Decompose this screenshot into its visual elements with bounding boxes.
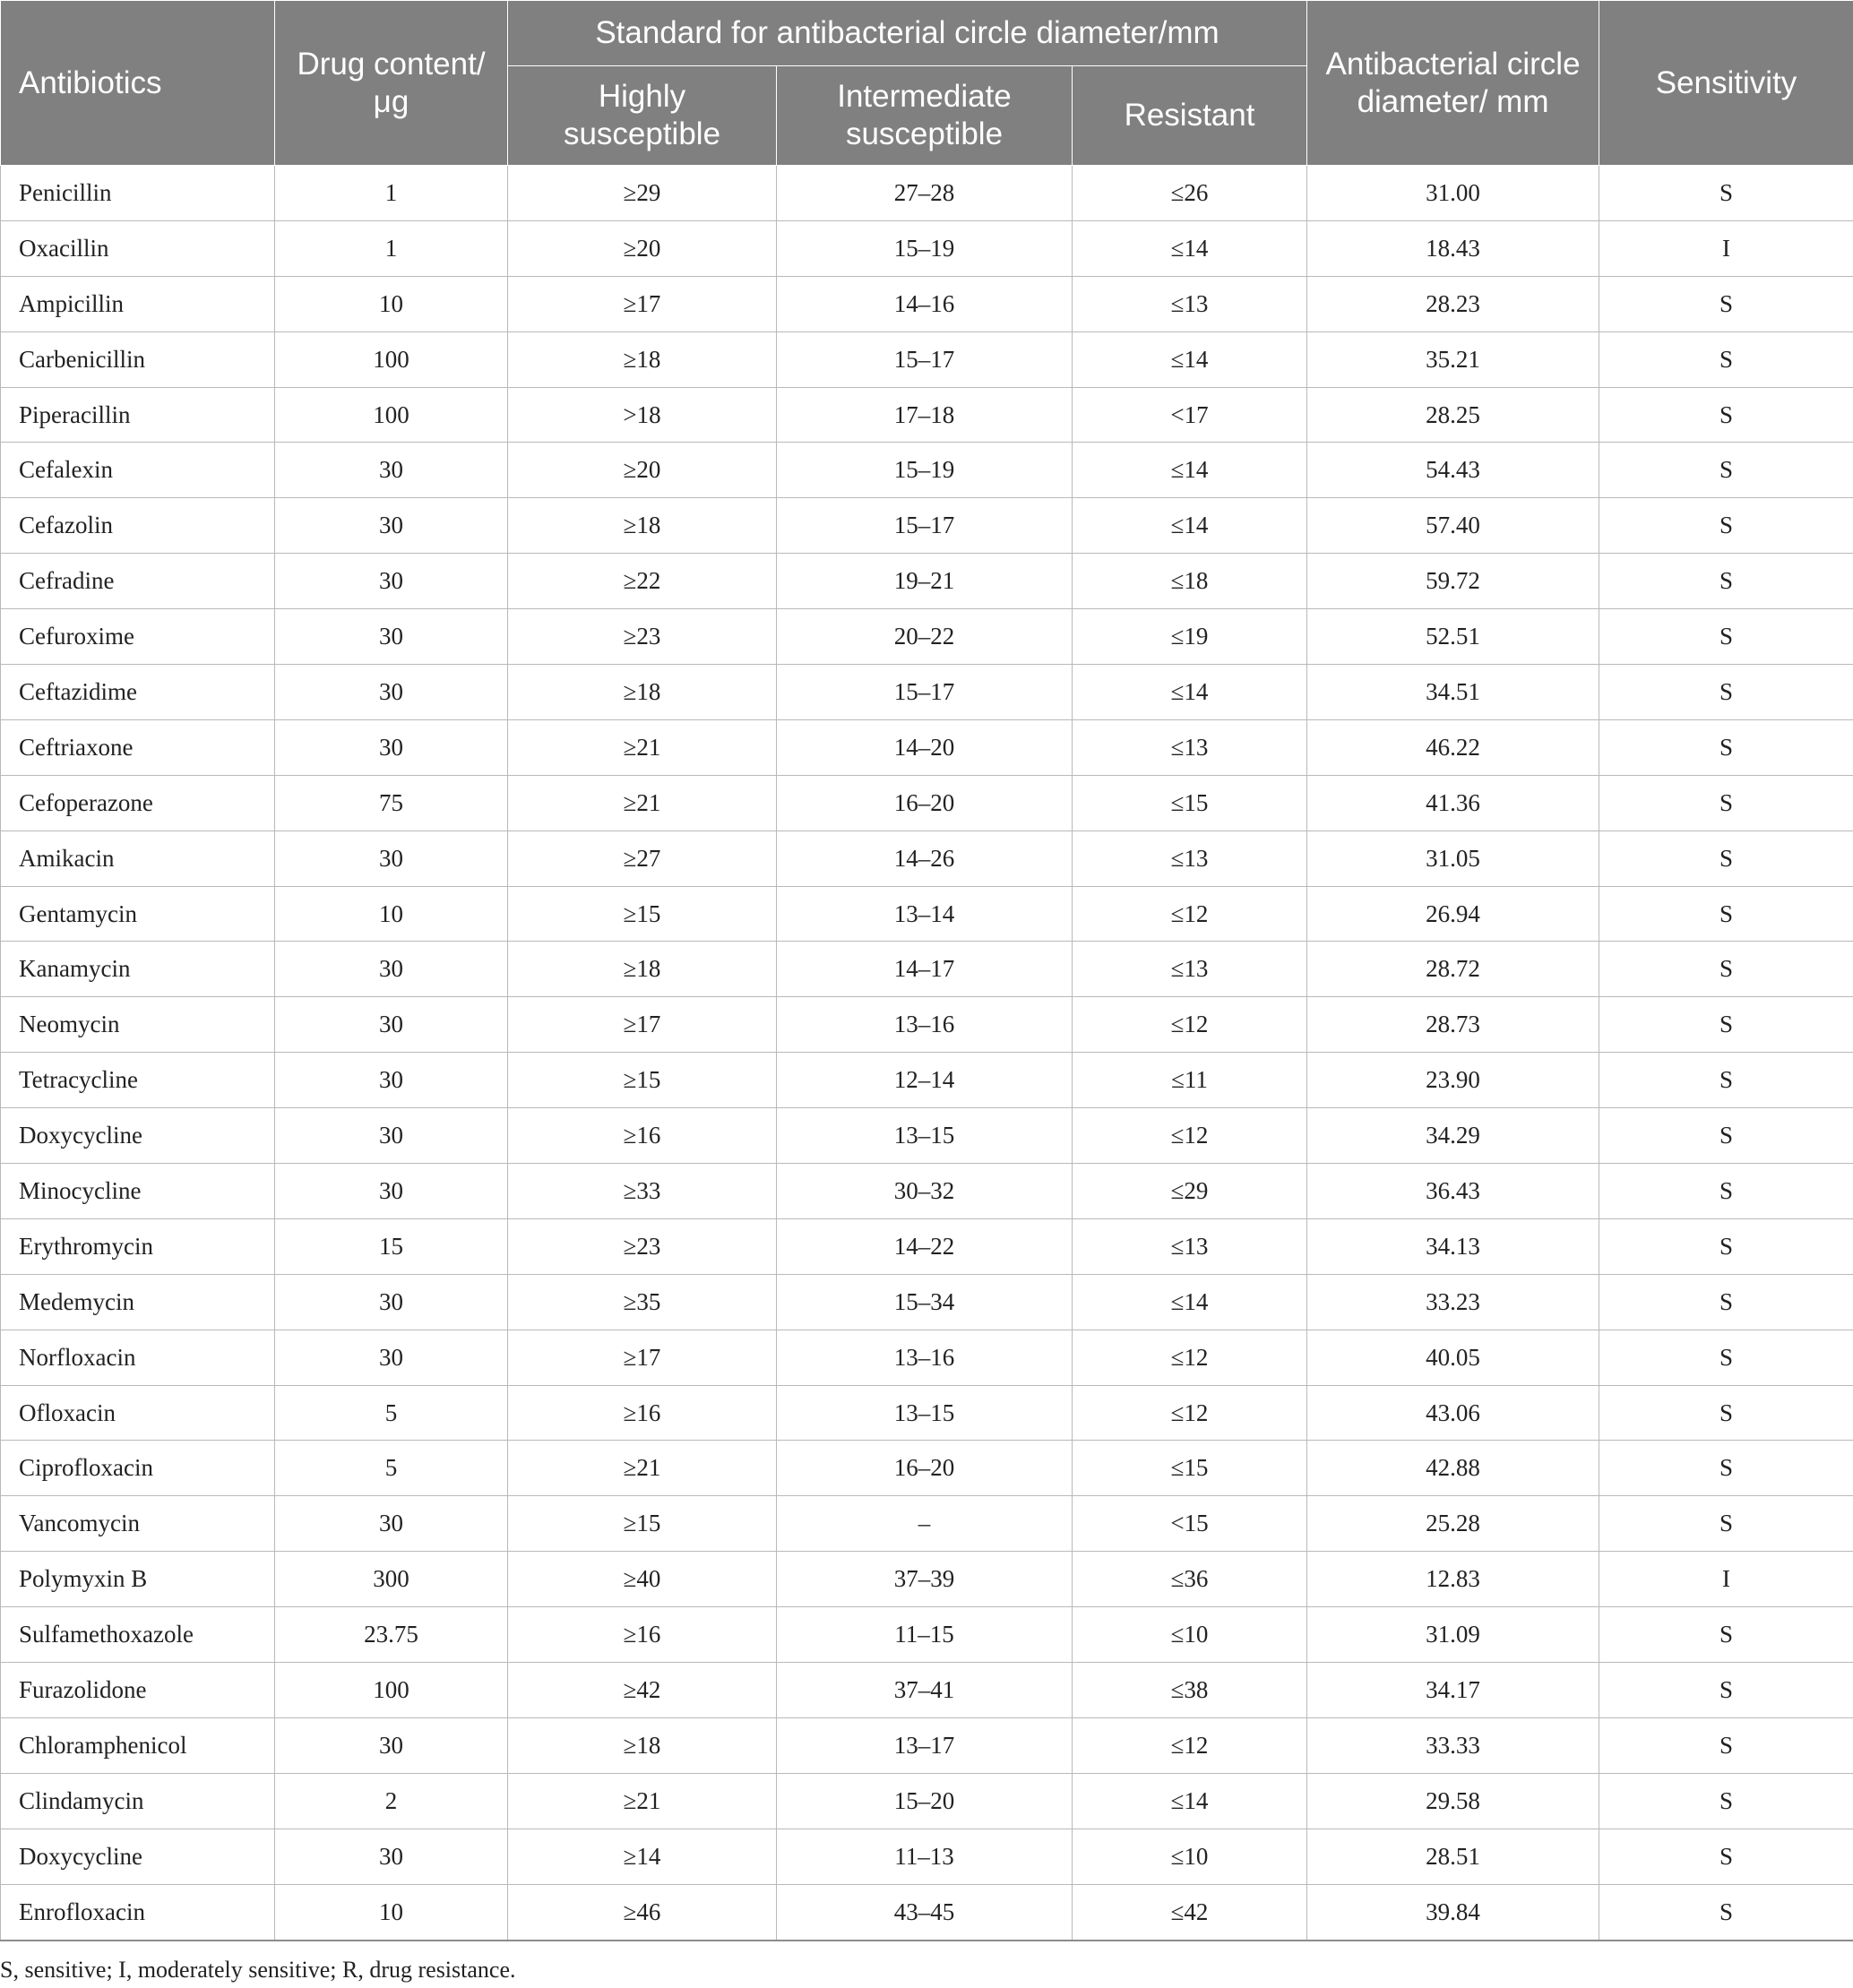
cell-circle-diameter: 59.72: [1307, 554, 1599, 609]
cell-highly-susceptible: ≥35: [508, 1274, 777, 1330]
cell-resistant: ≤14: [1073, 443, 1307, 498]
cell-intermediate-susceptible: –: [777, 1496, 1073, 1552]
cell-sensitivity: S: [1599, 942, 1853, 997]
table-row: [1, 443, 1853, 498]
table-row: [1, 1552, 1853, 1607]
cell-antibiotic: Carbenicillin: [1, 331, 275, 387]
cell-intermediate-susceptible: 15–20: [777, 1773, 1073, 1829]
cell-antibiotic: Ciprofloxacin: [1, 1441, 275, 1496]
cell-resistant: ≤14: [1073, 220, 1307, 276]
cell-antibiotic: Gentamycin: [1, 886, 275, 942]
cell-intermediate-susceptible: 14–20: [777, 719, 1073, 775]
cell-circle-diameter: 12.83: [1307, 1552, 1599, 1607]
table-row: [1, 220, 1853, 276]
cell-drug-content: 300: [275, 1552, 508, 1607]
cell-circle-diameter: 36.43: [1307, 1164, 1599, 1219]
cell-drug-content: 10: [275, 886, 508, 942]
cell-antibiotic: Ampicillin: [1, 276, 275, 331]
cell-resistant: ≤19: [1073, 609, 1307, 665]
cell-drug-content: 5: [275, 1385, 508, 1441]
table-row: [1, 498, 1853, 554]
cell-intermediate-susceptible: 17–18: [777, 387, 1073, 443]
table-row: [1, 1717, 1853, 1773]
table-row: [1, 1053, 1853, 1108]
cell-resistant: ≤15: [1073, 1441, 1307, 1496]
cell-drug-content: 30: [275, 1717, 508, 1773]
cell-highly-susceptible: ≥17: [508, 997, 777, 1053]
cell-intermediate-susceptible: 15–17: [777, 331, 1073, 387]
cell-antibiotic: Cefoperazone: [1, 775, 275, 830]
table-row: [1, 719, 1853, 775]
table-row: [1, 775, 1853, 830]
cell-antibiotic: Sulfamethoxazole: [1, 1607, 275, 1663]
cell-sensitivity: S: [1599, 1164, 1853, 1219]
cell-circle-diameter: 18.43: [1307, 220, 1599, 276]
cell-antibiotic: Kanamycin: [1, 942, 275, 997]
cell-sensitivity: S: [1599, 498, 1853, 554]
cell-drug-content: 30: [275, 719, 508, 775]
cell-intermediate-susceptible: 11–15: [777, 1607, 1073, 1663]
cell-highly-susceptible: ≥17: [508, 276, 777, 331]
cell-highly-susceptible: ≥20: [508, 220, 777, 276]
cell-sensitivity: S: [1599, 1218, 1853, 1274]
cell-resistant: ≤10: [1073, 1607, 1307, 1663]
cell-intermediate-susceptible: 15–17: [777, 665, 1073, 720]
cell-circle-diameter: 57.40: [1307, 498, 1599, 554]
cell-drug-content: 100: [275, 387, 508, 443]
cell-drug-content: 1: [275, 166, 508, 221]
cell-sensitivity: S: [1599, 775, 1853, 830]
cell-circle-diameter: 28.72: [1307, 942, 1599, 997]
cell-highly-susceptible: ≥46: [508, 1884, 777, 1940]
cell-drug-content: 30: [275, 1053, 508, 1108]
cell-circle-diameter: 28.23: [1307, 276, 1599, 331]
table-row: [1, 1663, 1853, 1718]
cell-sensitivity: S: [1599, 886, 1853, 942]
cell-highly-susceptible: ≥16: [508, 1385, 777, 1441]
cell-antibiotic: Ceftriaxone: [1, 719, 275, 775]
cell-intermediate-susceptible: 15–17: [777, 498, 1073, 554]
cell-sensitivity: S: [1599, 1607, 1853, 1663]
cell-circle-diameter: 31.05: [1307, 830, 1599, 886]
cell-antibiotic: Cefradine: [1, 554, 275, 609]
cell-circle-diameter: 29.58: [1307, 1773, 1599, 1829]
cell-circle-diameter: 35.21: [1307, 331, 1599, 387]
cell-sensitivity: S: [1599, 1108, 1853, 1164]
cell-highly-susceptible: ≥21: [508, 775, 777, 830]
cell-circle-diameter: 25.28: [1307, 1496, 1599, 1552]
cell-resistant: ≤29: [1073, 1164, 1307, 1219]
cell-antibiotic: Norfloxacin: [1, 1330, 275, 1385]
header-standard-group: Standard for antibacterial circle diameter/mm: [508, 1, 1307, 66]
cell-highly-susceptible: ≥18: [508, 1717, 777, 1773]
cell-resistant: <15: [1073, 1496, 1307, 1552]
table-row: [1, 830, 1853, 886]
cell-circle-diameter: 26.94: [1307, 886, 1599, 942]
cell-intermediate-susceptible: 27–28: [777, 166, 1073, 221]
cell-resistant: ≤13: [1073, 1218, 1307, 1274]
table-header: [1, 1, 1853, 166]
cell-highly-susceptible: ≥17: [508, 1330, 777, 1385]
cell-intermediate-susceptible: 37–39: [777, 1552, 1073, 1607]
table-row: [1, 1274, 1853, 1330]
cell-resistant: ≤15: [1073, 775, 1307, 830]
cell-drug-content: 30: [275, 1496, 508, 1552]
cell-resistant: ≤13: [1073, 276, 1307, 331]
cell-antibiotic: Ofloxacin: [1, 1385, 275, 1441]
cell-highly-susceptible: ≥15: [508, 1053, 777, 1108]
cell-sensitivity: S: [1599, 665, 1853, 720]
cell-sensitivity: S: [1599, 1496, 1853, 1552]
cell-highly-susceptible: ≥21: [508, 719, 777, 775]
table-row: [1, 331, 1853, 387]
cell-resistant: ≤13: [1073, 830, 1307, 886]
cell-resistant: ≤12: [1073, 997, 1307, 1053]
cell-resistant: ≤38: [1073, 1663, 1307, 1718]
cell-circle-diameter: 33.23: [1307, 1274, 1599, 1330]
table-row: [1, 1496, 1853, 1552]
cell-antibiotic: Minocycline: [1, 1164, 275, 1219]
cell-sensitivity: S: [1599, 443, 1853, 498]
cell-drug-content: 30: [275, 609, 508, 665]
cell-drug-content: 100: [275, 1663, 508, 1718]
cell-circle-diameter: 34.17: [1307, 1663, 1599, 1718]
cell-resistant: ≤12: [1073, 1717, 1307, 1773]
cell-circle-diameter: 28.25: [1307, 387, 1599, 443]
cell-antibiotic: Polymyxin B: [1, 1552, 275, 1607]
table-row: [1, 1385, 1853, 1441]
cell-intermediate-susceptible: 14–16: [777, 276, 1073, 331]
cell-drug-content: 30: [275, 997, 508, 1053]
cell-drug-content: 2: [275, 1773, 508, 1829]
table-row: [1, 554, 1853, 609]
cell-intermediate-susceptible: 16–20: [777, 775, 1073, 830]
table-row: [1, 886, 1853, 942]
cell-antibiotic: Piperacillin: [1, 387, 275, 443]
cell-highly-susceptible: ≥15: [508, 886, 777, 942]
cell-drug-content: 30: [275, 1330, 508, 1385]
cell-sensitivity: S: [1599, 1663, 1853, 1718]
table-row: [1, 942, 1853, 997]
cell-resistant: ≤14: [1073, 1773, 1307, 1829]
cell-resistant: ≤12: [1073, 1330, 1307, 1385]
cell-antibiotic: Neomycin: [1, 997, 275, 1053]
cell-circle-diameter: 43.06: [1307, 1385, 1599, 1441]
cell-circle-diameter: 28.73: [1307, 997, 1599, 1053]
header-drug-content: Drug content/μg: [275, 1, 508, 166]
cell-resistant: ≤13: [1073, 942, 1307, 997]
table-row: [1, 609, 1853, 665]
cell-intermediate-susceptible: 43–45: [777, 1884, 1073, 1940]
cell-intermediate-susceptible: 13–15: [777, 1385, 1073, 1441]
cell-sensitivity: S: [1599, 1773, 1853, 1829]
cell-sensitivity: S: [1599, 719, 1853, 775]
cell-intermediate-susceptible: 30–32: [777, 1164, 1073, 1219]
cell-highly-susceptible: ≥14: [508, 1829, 777, 1884]
table-row: [1, 1441, 1853, 1496]
cell-circle-diameter: 46.22: [1307, 719, 1599, 775]
cell-sensitivity: S: [1599, 1829, 1853, 1884]
cell-drug-content: 30: [275, 830, 508, 886]
cell-antibiotic: Oxacillin: [1, 220, 275, 276]
cell-resistant: ≤14: [1073, 1274, 1307, 1330]
table-row: [1, 1330, 1853, 1385]
cell-antibiotic: Tetracycline: [1, 1053, 275, 1108]
cell-circle-diameter: 40.05: [1307, 1330, 1599, 1385]
cell-highly-susceptible: ≥16: [508, 1607, 777, 1663]
cell-intermediate-susceptible: 12–14: [777, 1053, 1073, 1108]
cell-resistant: ≤12: [1073, 886, 1307, 942]
cell-antibiotic: Medemycin: [1, 1274, 275, 1330]
cell-antibiotic: Penicillin: [1, 166, 275, 221]
cell-resistant: ≤13: [1073, 719, 1307, 775]
cell-intermediate-susceptible: 14–22: [777, 1218, 1073, 1274]
cell-intermediate-susceptible: 11–13: [777, 1829, 1073, 1884]
cell-intermediate-susceptible: 20–22: [777, 609, 1073, 665]
table-row: [1, 665, 1853, 720]
cell-drug-content: 30: [275, 554, 508, 609]
table-row: [1, 997, 1853, 1053]
cell-sensitivity: S: [1599, 1717, 1853, 1773]
cell-intermediate-susceptible: 13–15: [777, 1108, 1073, 1164]
cell-highly-susceptible: ≥22: [508, 554, 777, 609]
cell-sensitivity: S: [1599, 166, 1853, 221]
cell-drug-content: 30: [275, 443, 508, 498]
cell-highly-susceptible: ≥18: [508, 331, 777, 387]
cell-intermediate-susceptible: 19–21: [777, 554, 1073, 609]
cell-circle-diameter: 34.13: [1307, 1218, 1599, 1274]
cell-circle-diameter: 39.84: [1307, 1884, 1599, 1940]
cell-drug-content: 15: [275, 1218, 508, 1274]
cell-highly-susceptible: ≥21: [508, 1441, 777, 1496]
cell-drug-content: 30: [275, 1164, 508, 1219]
cell-antibiotic: Furazolidone: [1, 1663, 275, 1718]
cell-sensitivity: S: [1599, 331, 1853, 387]
cell-sensitivity: S: [1599, 276, 1853, 331]
table-row: [1, 276, 1853, 331]
cell-circle-diameter: 28.51: [1307, 1829, 1599, 1884]
cell-circle-diameter: 33.33: [1307, 1717, 1599, 1773]
table-row: [1, 1218, 1853, 1274]
cell-antibiotic: Amikacin: [1, 830, 275, 886]
cell-intermediate-susceptible: 15–34: [777, 1274, 1073, 1330]
cell-resistant: ≤18: [1073, 554, 1307, 609]
cell-resistant: ≤42: [1073, 1884, 1307, 1940]
cell-resistant: ≤14: [1073, 498, 1307, 554]
cell-highly-susceptible: ≥42: [508, 1663, 777, 1718]
cell-resistant: ≤12: [1073, 1108, 1307, 1164]
cell-resistant: ≤14: [1073, 665, 1307, 720]
cell-intermediate-susceptible: 13–14: [777, 886, 1073, 942]
cell-antibiotic: Enrofloxacin: [1, 1884, 275, 1940]
cell-drug-content: 30: [275, 665, 508, 720]
cell-resistant: ≤26: [1073, 166, 1307, 221]
cell-highly-susceptible: ≥27: [508, 830, 777, 886]
cell-antibiotic: Erythromycin: [1, 1218, 275, 1274]
table-footnote: S, sensitive; I, moderately sensitive; R, drug resistance.: [0, 1957, 516, 1983]
header-highly-susceptible: Highly susceptible: [508, 66, 777, 166]
cell-resistant: ≤11: [1073, 1053, 1307, 1108]
cell-sensitivity: S: [1599, 830, 1853, 886]
cell-highly-susceptible: ≥40: [508, 1552, 777, 1607]
cell-highly-susceptible: ≥20: [508, 443, 777, 498]
cell-drug-content: 30: [275, 498, 508, 554]
cell-drug-content: 30: [275, 1274, 508, 1330]
table-row: [1, 166, 1853, 221]
cell-antibiotic: Doxycycline: [1, 1829, 275, 1884]
header-circle-diameter: Antibacterial circle diameter/ mm: [1307, 1, 1599, 166]
cell-antibiotic: Clindamycin: [1, 1773, 275, 1829]
cell-intermediate-susceptible: 15–19: [777, 220, 1073, 276]
table-row: [1, 1773, 1853, 1829]
cell-intermediate-susceptible: 13–17: [777, 1717, 1073, 1773]
cell-intermediate-susceptible: 16–20: [777, 1441, 1073, 1496]
cell-sensitivity: I: [1599, 1552, 1853, 1607]
cell-drug-content: 30: [275, 1108, 508, 1164]
cell-drug-content: 75: [275, 775, 508, 830]
table-row: [1, 1108, 1853, 1164]
cell-highly-susceptible: ≥18: [508, 498, 777, 554]
cell-drug-content: 10: [275, 1884, 508, 1940]
cell-circle-diameter: 31.09: [1307, 1607, 1599, 1663]
cell-antibiotic: Chloramphenicol: [1, 1717, 275, 1773]
cell-highly-susceptible: ≥23: [508, 609, 777, 665]
cell-resistant: ≤14: [1073, 331, 1307, 387]
cell-resistant: ≤12: [1073, 1385, 1307, 1441]
cell-circle-diameter: 34.51: [1307, 665, 1599, 720]
cell-highly-susceptible: >18: [508, 387, 777, 443]
cell-circle-diameter: 54.43: [1307, 443, 1599, 498]
cell-circle-diameter: 34.29: [1307, 1108, 1599, 1164]
table-row: [1, 1884, 1853, 1940]
cell-highly-susceptible: ≥33: [508, 1164, 777, 1219]
cell-sensitivity: S: [1599, 1884, 1853, 1940]
cell-circle-diameter: 52.51: [1307, 609, 1599, 665]
cell-drug-content: 30: [275, 1829, 508, 1884]
cell-antibiotic: Vancomycin: [1, 1496, 275, 1552]
cell-drug-content: 5: [275, 1441, 508, 1496]
cell-highly-susceptible: ≥16: [508, 1108, 777, 1164]
header-intermediate-susceptible: Intermediate susceptible: [777, 66, 1073, 166]
cell-highly-susceptible: ≥18: [508, 665, 777, 720]
table-body: [1, 166, 1853, 1941]
cell-sensitivity: S: [1599, 1441, 1853, 1496]
cell-circle-diameter: 31.00: [1307, 166, 1599, 221]
table-row: [1, 1607, 1853, 1663]
cell-drug-content: 10: [275, 276, 508, 331]
cell-sensitivity: S: [1599, 609, 1853, 665]
cell-sensitivity: I: [1599, 220, 1853, 276]
cell-resistant: ≤36: [1073, 1552, 1307, 1607]
cell-highly-susceptible: ≥15: [508, 1496, 777, 1552]
cell-drug-content: 100: [275, 331, 508, 387]
cell-highly-susceptible: ≥23: [508, 1218, 777, 1274]
cell-antibiotic: Cefazolin: [1, 498, 275, 554]
header-resistant: Resistant: [1073, 66, 1307, 166]
cell-intermediate-susceptible: 37–41: [777, 1663, 1073, 1718]
table-row: [1, 1164, 1853, 1219]
cell-sensitivity: S: [1599, 997, 1853, 1053]
cell-drug-content: 23.75: [275, 1607, 508, 1663]
cell-drug-content: 30: [275, 942, 508, 997]
cell-sensitivity: S: [1599, 554, 1853, 609]
cell-sensitivity: S: [1599, 1330, 1853, 1385]
header-sensitivity: Sensitivity: [1599, 1, 1853, 166]
cell-intermediate-susceptible: 15–19: [777, 443, 1073, 498]
cell-resistant: <17: [1073, 387, 1307, 443]
table-row: [1, 1829, 1853, 1884]
cell-antibiotic: Cefuroxime: [1, 609, 275, 665]
cell-sensitivity: S: [1599, 1274, 1853, 1330]
cell-sensitivity: S: [1599, 1385, 1853, 1441]
cell-highly-susceptible: ≥21: [508, 1773, 777, 1829]
cell-intermediate-susceptible: 13–16: [777, 997, 1073, 1053]
cell-resistant: ≤10: [1073, 1829, 1307, 1884]
cell-drug-content: 1: [275, 220, 508, 276]
cell-antibiotic: Ceftazidime: [1, 665, 275, 720]
cell-intermediate-susceptible: 13–16: [777, 1330, 1073, 1385]
cell-highly-susceptible: ≥18: [508, 942, 777, 997]
cell-highly-susceptible: ≥29: [508, 166, 777, 221]
table-row: [1, 387, 1853, 443]
cell-antibiotic: Doxycycline: [1, 1108, 275, 1164]
cell-circle-diameter: 42.88: [1307, 1441, 1599, 1496]
cell-intermediate-susceptible: 14–26: [777, 830, 1073, 886]
cell-circle-diameter: 41.36: [1307, 775, 1599, 830]
cell-sensitivity: S: [1599, 387, 1853, 443]
cell-intermediate-susceptible: 14–17: [777, 942, 1073, 997]
header-antibiotics: Antibiotics: [1, 1, 275, 166]
cell-sensitivity: S: [1599, 1053, 1853, 1108]
cell-antibiotic: Cefalexin: [1, 443, 275, 498]
cell-circle-diameter: 23.90: [1307, 1053, 1599, 1108]
